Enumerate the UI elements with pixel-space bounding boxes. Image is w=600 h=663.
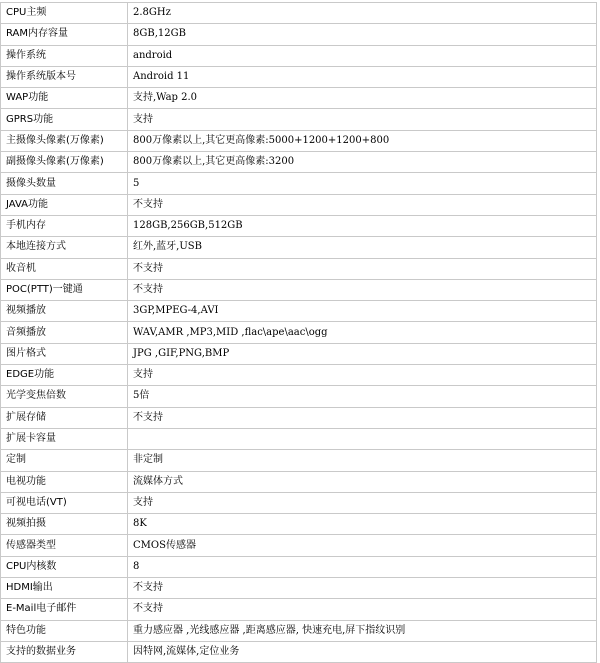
spec-key: CPU主频 [1,3,128,24]
table-row [1,88,597,109]
table-row [1,343,597,364]
spec-key: HDMI输出 [1,578,128,599]
spec-value: android [128,45,597,66]
table-row [1,428,597,449]
spec-value: 8K [128,514,597,535]
table-row [1,514,597,535]
spec-value: 3GP,MPEG-4,AVI [128,301,597,322]
spec-value: CMOS传感器 [128,535,597,556]
table-row [1,258,597,279]
spec-key: 可视电话(VT) [1,492,128,513]
spec-value: JPG ,GIF,PNG,BMP [128,343,597,364]
table-row [1,237,597,258]
spec-value: 不支持 [128,407,597,428]
table-row [1,279,597,300]
table-row [1,556,597,577]
spec-key: EDGE功能 [1,365,128,386]
table-row [1,578,597,599]
spec-key: RAM内存容量 [1,24,128,45]
spec-value: 因特网,流媒体,定位业务 [128,641,597,662]
spec-value: 非定制 [128,450,597,471]
table-row [1,173,597,194]
spec-key: 收音机 [1,258,128,279]
table-row [1,365,597,386]
table-row [1,152,597,173]
spec-value: 重力感应器 ,光线感应器 ,距离感应器, 快速充电,屏下指纹识别 [128,620,597,641]
spec-key: 副摄像头像素(万像素) [1,152,128,173]
table-row [1,599,597,620]
spec-key: CPU内核数 [1,556,128,577]
spec-value: 8 [128,556,597,577]
spec-key: 视频拍摄 [1,514,128,535]
table-row [1,535,597,556]
table-row [1,109,597,130]
table-row [1,3,597,24]
table-row [1,492,597,513]
spec-value: 不支持 [128,599,597,620]
spec-key: 主摄像头像素(万像素) [1,130,128,151]
spec-key: GPRS功能 [1,109,128,130]
spec-value: 支持 [128,492,597,513]
table-row [1,450,597,471]
spec-table-body [1,3,597,663]
spec-value: 支持 [128,365,597,386]
spec-value [128,428,597,449]
spec-value: 支持,Wap 2.0 [128,88,597,109]
spec-key: 摄像头数量 [1,173,128,194]
spec-value: 5 [128,173,597,194]
spec-key: 手机内存 [1,215,128,236]
spec-value: 2.8GHz [128,3,597,24]
spec-key: WAP功能 [1,88,128,109]
spec-key: E-Mail电子邮件 [1,599,128,620]
table-row [1,66,597,87]
spec-key: 扩展存储 [1,407,128,428]
spec-value: WAV,AMR ,MP3,MID ,flac\ape\aac\ogg [128,322,597,343]
spec-value: 5倍 [128,386,597,407]
spec-key: 电视功能 [1,471,128,492]
spec-value: 不支持 [128,578,597,599]
table-row [1,130,597,151]
spec-key: 扩展卡容量 [1,428,128,449]
spec-key: JAVA功能 [1,194,128,215]
spec-key: 视频播放 [1,301,128,322]
spec-key: POC(PTT)一键通 [1,279,128,300]
spec-value: 不支持 [128,258,597,279]
spec-key: 音频播放 [1,322,128,343]
spec-key: 支持的数据业务 [1,641,128,662]
table-row [1,471,597,492]
spec-key: 特色功能 [1,620,128,641]
table-row [1,407,597,428]
spec-value: 不支持 [128,279,597,300]
spec-key: 图片格式 [1,343,128,364]
spec-key: 本地连接方式 [1,237,128,258]
table-row [1,386,597,407]
table-row [1,301,597,322]
spec-key: 操作系统版本号 [1,66,128,87]
spec-value: 红外,蓝牙,USB [128,237,597,258]
spec-key: 定制 [1,450,128,471]
spec-key: 操作系统 [1,45,128,66]
table-row [1,641,597,662]
table-row [1,24,597,45]
table-row [1,322,597,343]
spec-value: Android 11 [128,66,597,87]
spec-key: 传感器类型 [1,535,128,556]
table-row [1,215,597,236]
table-row [1,194,597,215]
spec-value: 800万像素以上,其它更高像素:3200 [128,152,597,173]
table-row [1,620,597,641]
spec-key: 光学变焦倍数 [1,386,128,407]
spec-table [0,2,597,663]
table-row [1,45,597,66]
spec-value: 8GB,12GB [128,24,597,45]
spec-value: 支持 [128,109,597,130]
spec-value: 800万像素以上,其它更高像素:5000+1200+1200+800 [128,130,597,151]
spec-value: 128GB,256GB,512GB [128,215,597,236]
spec-value: 流媒体方式 [128,471,597,492]
spec-value: 不支持 [128,194,597,215]
